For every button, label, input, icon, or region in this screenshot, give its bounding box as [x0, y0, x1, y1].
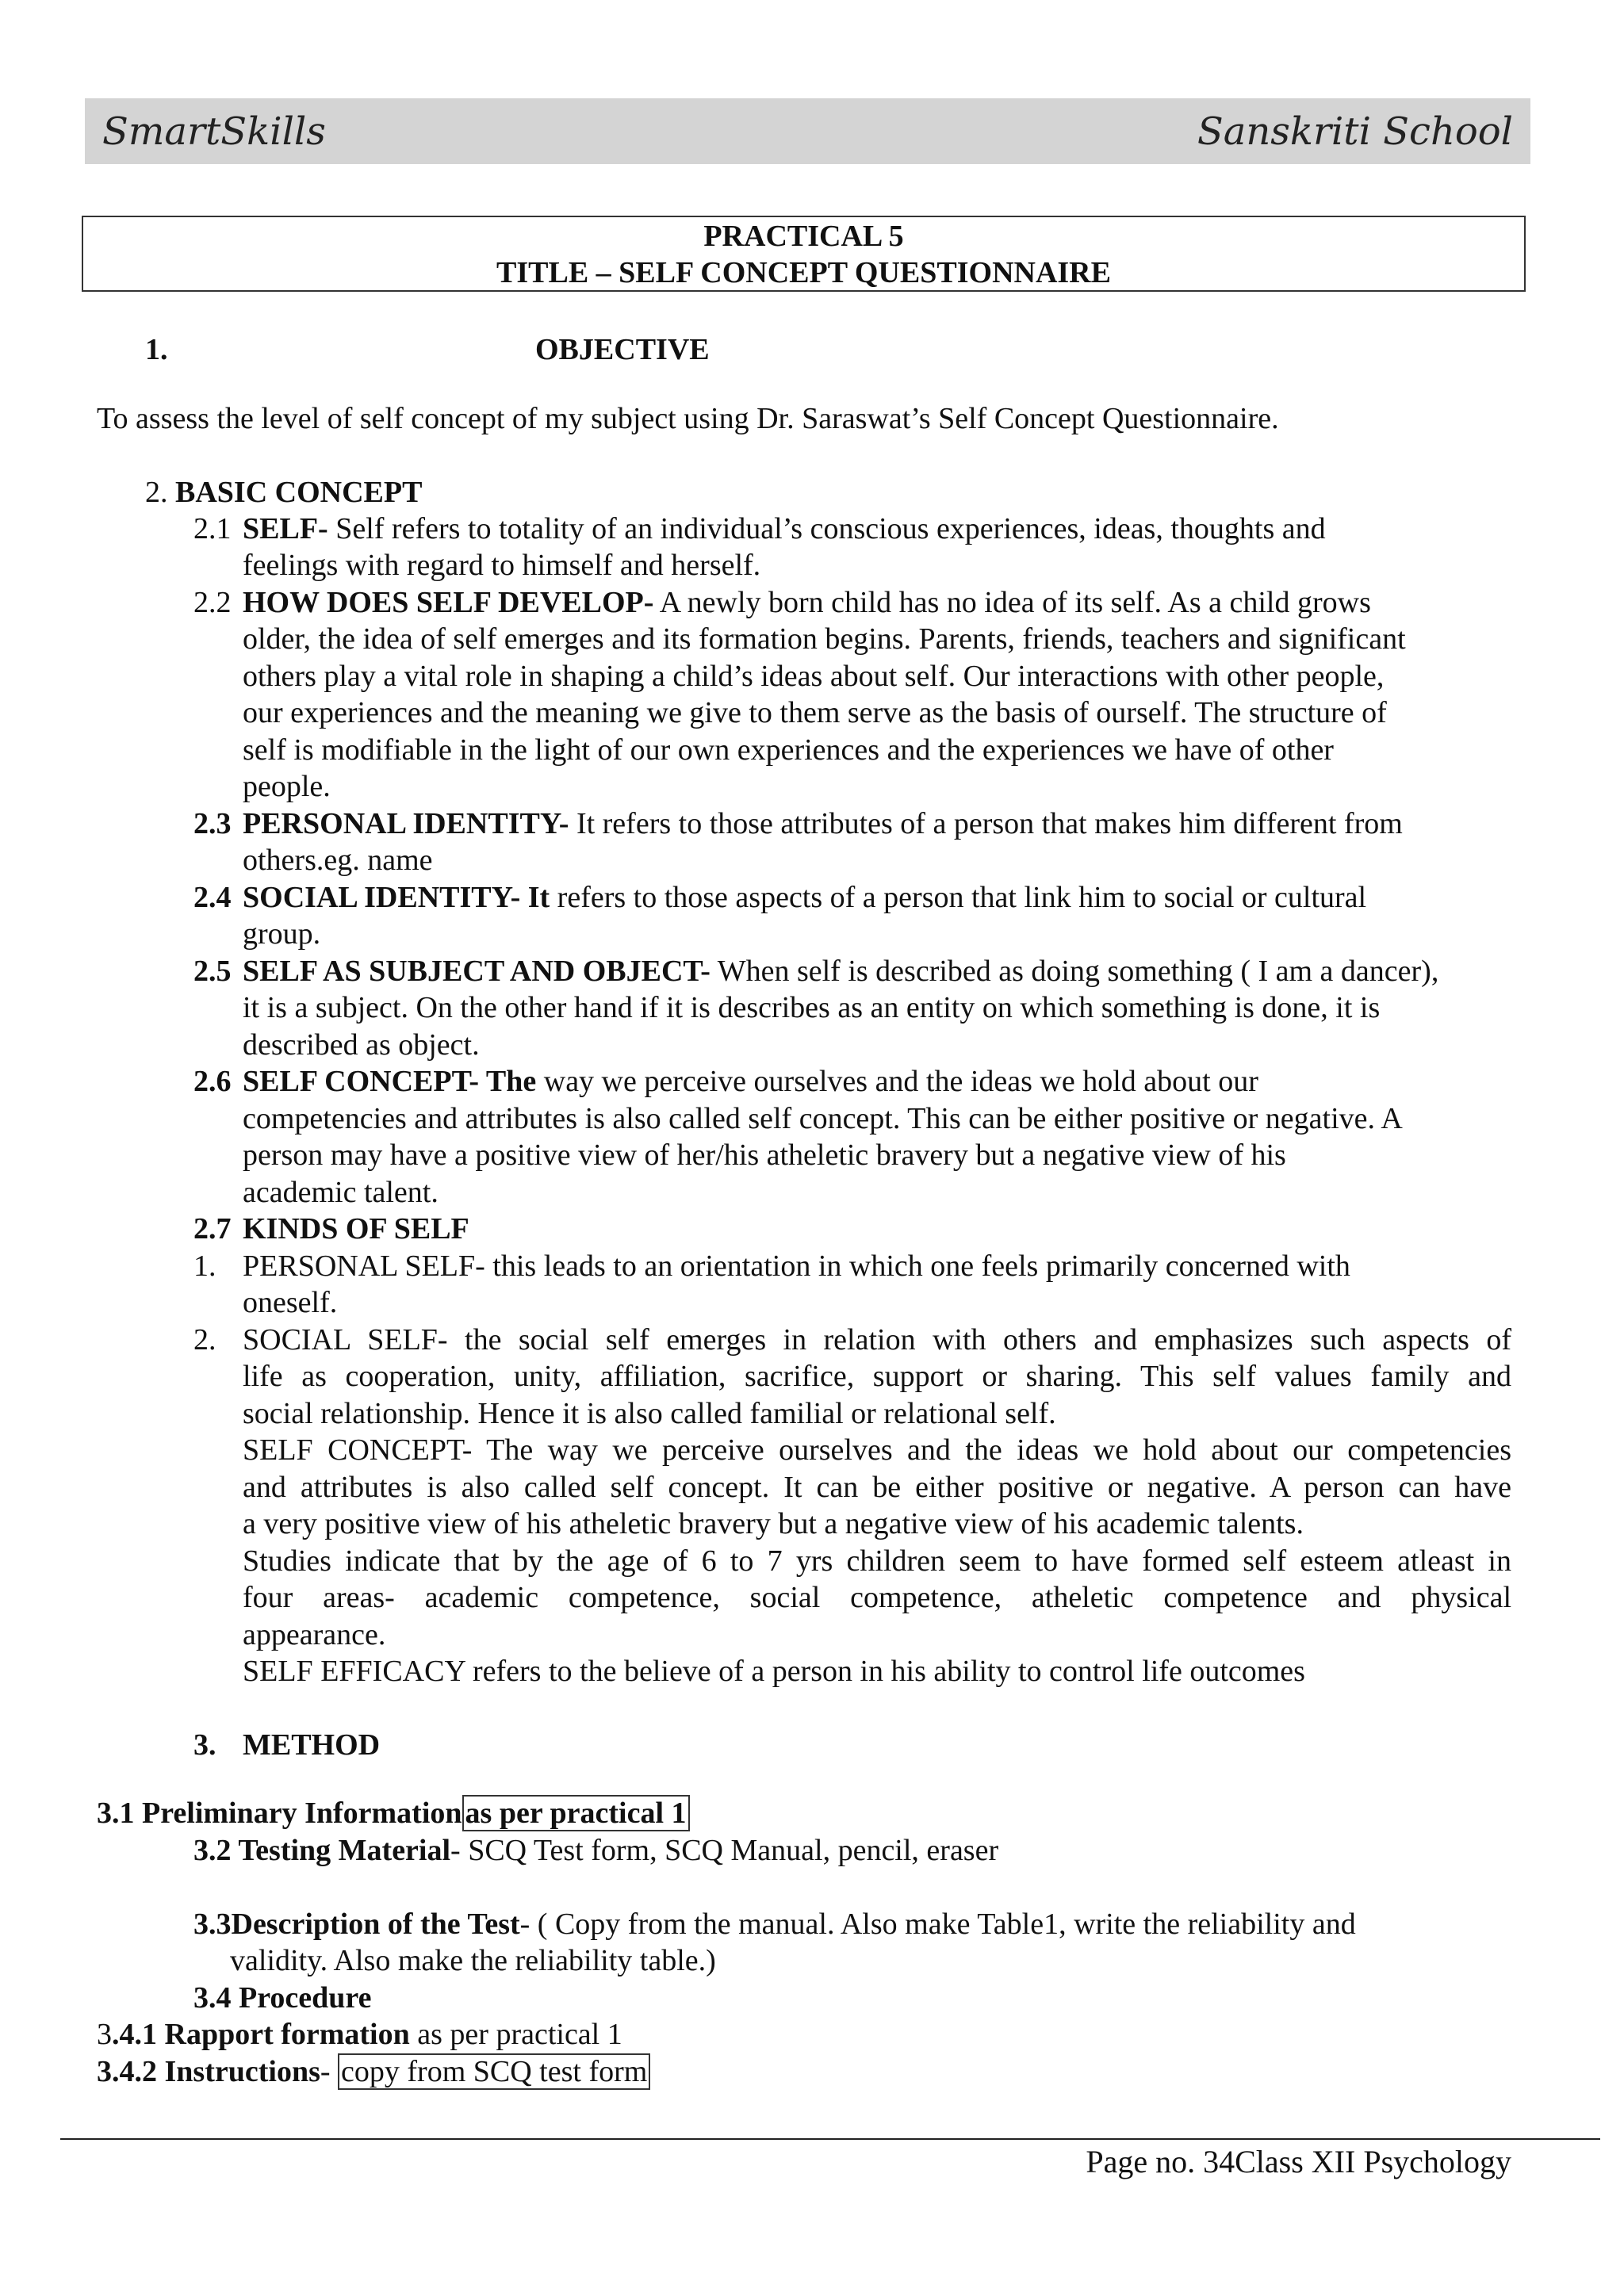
section-2-6-text: way we perceive ourselves and the ideas we hold about our [536, 1065, 1258, 1098]
objective-text: To assess the level of self concept of my subject using Dr. Saraswat’s Self Concept Questionnaire. [97, 402, 1279, 435]
section-2-2-line-4: our experiences and the meaning we give to them serve as the basis of ourself. The structure of [243, 696, 1387, 729]
section-2-5-title: SELF AS SUBJECT AND OBJECT- [243, 955, 710, 988]
kind-1-number: 1. [193, 1249, 216, 1283]
method-3-1 [97, 1795, 690, 1831]
page-footer [1086, 2144, 1511, 2180]
section-2-1-text: Self refers to totality of an individual’s conscious experiences, ideas, thoughts and [327, 512, 1326, 545]
kind-2-line-10: SELF EFFICACY refers to the believe of a person in his ability to control life outcomes [243, 1655, 1305, 1688]
title-line-2: TITLE – SELF CONCEPT QUESTIONNAIRE [496, 256, 1111, 289]
method-3-4-2-boxed: copy from SCQ test form [338, 2053, 650, 2090]
method-3-2-label: 3.2 Testing Material [193, 1834, 451, 1867]
footer-rule [60, 2138, 1600, 2140]
section-2-3-title: PERSONAL IDENTITY- [243, 807, 569, 840]
method-number: 3. [193, 1728, 216, 1762]
section-2-4-line-2: group. [243, 917, 321, 951]
section-2-5-number: 2.5 [193, 955, 232, 988]
section-2-5-line-1 [243, 953, 1438, 989]
objective-number: 1. [145, 333, 168, 366]
kind-1-line-1: PERSONAL SELF- this leads to an orientation in which one feels primarily concerned with [243, 1249, 1350, 1283]
title-box [82, 216, 1526, 292]
kind-2-line-7: Studies indicate that by the age of 6 to 7 yrs children seem to have formed self esteem atleast in [243, 1544, 1511, 1578]
header-left: SmartSkills [102, 109, 326, 154]
kind-2-line-9: appearance. [243, 1618, 386, 1651]
section-2-7-title: KINDS OF SELF [243, 1212, 469, 1246]
section-2-2-number: 2.2 [193, 586, 232, 619]
section-2-6-line-1 [243, 1063, 1258, 1100]
kind-2-number: 2. [193, 1323, 216, 1357]
section-2-6-line-2: competencies and attributes is also called self concept. This can be either positive or negative. A [243, 1102, 1403, 1135]
method-3-4-2-label: 3.4.2 Instructions [97, 2055, 320, 2088]
page-number: Page no. 34 [1086, 2144, 1235, 2179]
section-2-6-line-3: person may have a positive view of her/his atheletic bravery but a negative view of his [243, 1138, 1286, 1172]
page-header [85, 98, 1530, 164]
section-2-3-number: 2.3 [193, 807, 232, 840]
method-3-3-line-2: validity. Also make the reliability table.) [230, 1944, 716, 1977]
objective-heading: OBJECTIVE [535, 333, 710, 366]
section-2-4-line-1 [243, 879, 1366, 916]
section-2-2-line-5: self is modifiable in the light of our own experiences and the experiences we have of other [243, 733, 1334, 767]
section-2-1-line-2: feelings with regard to himself and herself. [243, 549, 761, 582]
method-3-3-label: 3.3Description of the Test [193, 1908, 520, 1941]
section-2-6-number: 2.6 [193, 1065, 232, 1098]
section-2-5-text: When self is described as doing something ( I am a dancer), [710, 955, 1439, 988]
kind-1-line-2: oneself. [243, 1286, 338, 1319]
section-2-1-line-1 [243, 511, 1326, 547]
section-2-1-title: SELF- [243, 512, 328, 545]
footer-class: Class XII Psychology [1235, 2144, 1511, 2179]
kind-2-line-1: SOCIAL SELF- the social self emerges in relation with others and emphasizes such aspects of [243, 1323, 1511, 1357]
kind-2-line-6: a very positive view of his atheletic bravery but a negative view of his academic talents. [243, 1507, 1304, 1540]
section-2-3-text: It refers to those attributes of a person that makes him different from [569, 807, 1403, 840]
method-3-2-text: - SCQ Test form, SCQ Manual, pencil, eraser [450, 1834, 999, 1867]
section-2-3-line-2: others.eg. name [243, 844, 433, 877]
section-2-2-line-3: others play a vital role in shaping a child’s ideas about self. Our interactions with other people, [243, 660, 1385, 693]
section-2-7-number: 2.7 [193, 1212, 232, 1246]
section-2-1-number: 2.1 [193, 512, 232, 545]
method-3-4-1-label: .4.1 Rapport formation [112, 2018, 410, 2051]
method-3-4-1-prefix: 3 [97, 2018, 112, 2051]
basic-concept-heading [145, 474, 422, 511]
kind-2-line-4: SELF CONCEPT- The way we perceive ourselves and the ideas we hold about our competencies [243, 1433, 1511, 1467]
section-2-2-line-1 [243, 584, 1371, 621]
kind-2-line-5: and attributes is also called self concept. It can be either positive or negative. A person can have [243, 1471, 1511, 1504]
method-3-1-boxed: as per practical 1 [462, 1795, 690, 1831]
kind-2-line-2: life as cooperation, unity, affiliation, sacrifice, support or sharing. This self values family and [243, 1360, 1511, 1393]
basic-concept-title: BASIC CONCEPT [175, 476, 423, 509]
method-3-1-label: 3.1 Preliminary Information [97, 1797, 462, 1830]
method-3-4-1-text: as per practical 1 [409, 2018, 622, 2051]
method-3-4: 3.4 Procedure [193, 1981, 372, 2015]
basic-concept-number: 2. [145, 476, 168, 509]
section-2-4-number: 2.4 [193, 881, 232, 914]
header-right: Sanskriti School [1197, 109, 1513, 154]
section-2-2-title: HOW DOES SELF DEVELOP- [243, 586, 654, 619]
section-2-2-line-2: older, the idea of self emerges and its formation begins. Parents, friends, teachers and significant [243, 622, 1406, 656]
method-3-3-text: - ( Copy from the manual. Also make Table1, write the reliability and [519, 1908, 1356, 1941]
method-3-4-2 [97, 2053, 650, 2090]
section-2-4-title: SOCIAL IDENTITY- It [243, 881, 550, 914]
kind-2-line-3: social relationship. Hence it is also called familial or relational self. [243, 1397, 1056, 1430]
section-2-4-text: refers to those aspects of a person that link him to social or cultural [550, 881, 1367, 914]
section-2-5-line-3: described as object. [243, 1028, 480, 1062]
method-heading: METHOD [243, 1728, 381, 1762]
section-2-2-line-6: people. [243, 770, 331, 803]
kind-2-line-8: four areas- academic competence, social competence, atheletic competence and physical [243, 1581, 1511, 1614]
method-3-3 [193, 1906, 1356, 1942]
method-3-2 [193, 1832, 998, 1869]
section-2-6-title: SELF CONCEPT- The [243, 1065, 537, 1098]
title-line-1: PRACTICAL 5 [703, 220, 904, 253]
section-2-5-line-2: it is a subject. On the other hand if it is describes as an entity on which something is done, it is [243, 991, 1381, 1024]
section-2-3-line-1 [243, 806, 1403, 842]
section-2-2-text: A newly born child has no idea of its self. As a child grows [653, 586, 1371, 619]
method-3-4-2-dash: - [320, 2055, 339, 2088]
section-2-6-line-4: academic talent. [243, 1176, 439, 1209]
method-3-4-1 [97, 2016, 622, 2053]
